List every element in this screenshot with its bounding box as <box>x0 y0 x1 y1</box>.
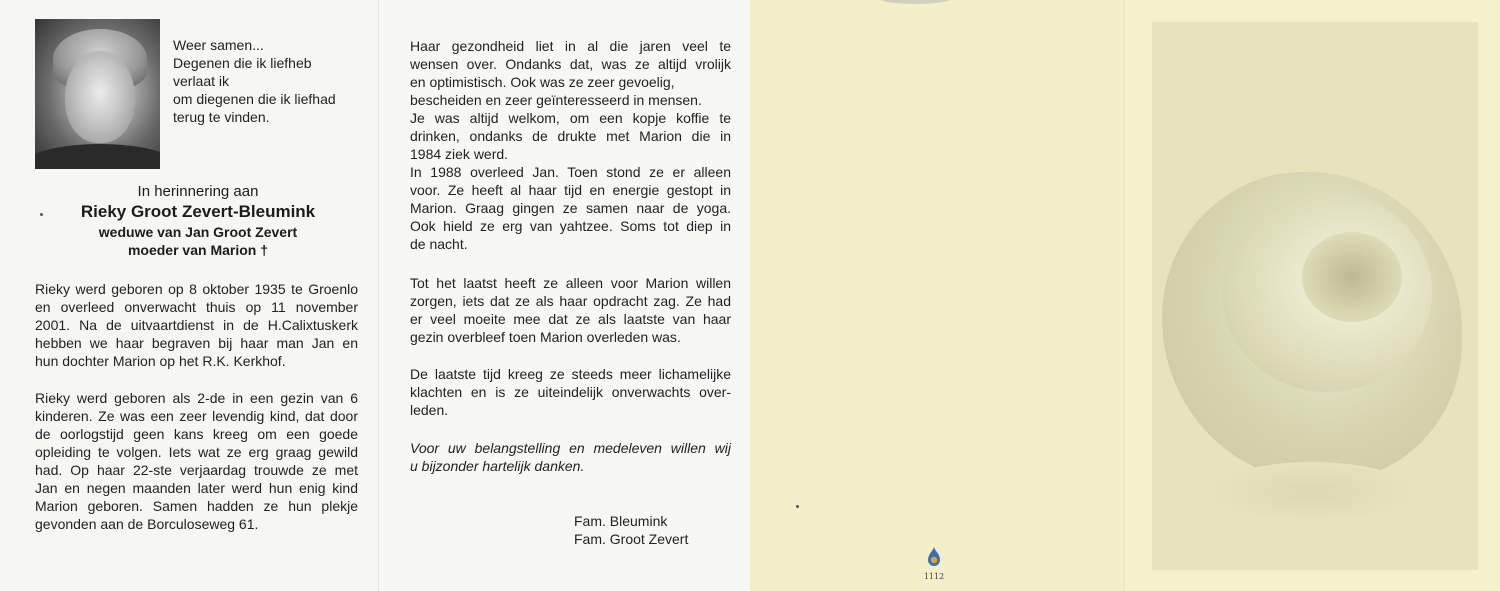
poem-line: Degenen die ik liefheb <box>173 55 312 71</box>
text-line: voor. Ze heeft al haar tijd en energie gestopt in <box>410 182 731 198</box>
biography-paragraph-4 <box>410 274 731 346</box>
text-line: opleiding te volgen. Iets wat ze erg graag gewild <box>35 444 358 460</box>
printer-logo-icon <box>926 546 942 568</box>
text-line: kinderen. Ze was een zeer levendig kind, dat door <box>35 408 358 424</box>
text-line: Haar gezondheid liet in al die jaren veel te <box>410 38 731 54</box>
memorial-intro: In herinnering aan <box>137 183 259 200</box>
printer-code: 1112 <box>923 572 945 581</box>
biography-paragraph-2 <box>35 389 358 533</box>
poem <box>173 36 336 126</box>
portrait-photo <box>35 19 160 169</box>
text-line: De laatste tijd kreeg ze steeds meer lichamelijke <box>410 366 731 382</box>
signature-line: Fam. Groot Zevert <box>574 531 689 547</box>
biography-paragraph-3 <box>410 37 731 253</box>
text-line: 1984 ziek werd. <box>410 146 509 162</box>
text-line: zorgen, iets dat ze als haar opdracht zag. Ze had <box>410 293 731 309</box>
poem-line: verlaat ik <box>173 73 230 89</box>
text-line: Je was altijd welkom, om een kopje koffie te <box>410 110 731 126</box>
mother-of-line: moeder van Marion † <box>127 242 269 258</box>
text-line: en optimistisch. Ook was ze zeer gevoelig, <box>410 74 675 90</box>
text-line: en overleed onverwacht thuis op 11 november <box>35 299 358 315</box>
text-line: Jan en negen maanden later werd hun enig kind <box>35 480 358 496</box>
text-line: Rieky werd geboren als 2-de in een gezin van 6 <box>35 390 358 406</box>
text-line: klachten en is ze uiteindelijk onverwachts over- <box>410 384 731 400</box>
poem-line: Weer samen... <box>173 37 264 53</box>
text-line: de oorlogstijd geen kans kreeg om een goede <box>35 426 358 442</box>
text-line: Marion geboren. Samen hadden ze hun plekje <box>35 498 358 514</box>
text-line: leden. <box>410 402 449 418</box>
widow-of-line: weduwe van Jan Groot Zevert <box>98 224 298 240</box>
text-line: Marion. Graag gingen ze samen naar de yoga. <box>410 200 731 216</box>
deceased-name: Rieky Groot Zevert-Bleumink <box>80 202 316 221</box>
card-back-left <box>750 0 1124 591</box>
text-line: er veel moeite mee dat ze als laatste van haar <box>410 311 731 327</box>
speck <box>796 505 799 508</box>
poem-line: om diegenen die ik liefhad <box>173 91 336 107</box>
text-line: hun dochter Marion op het R.K. Kerkhof. <box>35 353 286 369</box>
text-line: gezin overbleef toen Marion overleden was. <box>410 329 681 345</box>
biography-paragraph-5 <box>410 365 731 419</box>
text-line: In 1988 overleed Jan. Toen stond ze er alleen <box>410 164 731 180</box>
family-signatures <box>574 512 688 548</box>
text-line: Voor uw belangstelling en medeleven willen wij <box>410 440 731 456</box>
text-line: de nacht. <box>410 236 468 252</box>
thanks-message <box>410 439 731 475</box>
text-line: Rieky werd geboren op 8 oktober 1935 te Groenlo <box>35 281 358 297</box>
text-line: hebben we haar begraven bij haar man Jan en <box>35 335 358 351</box>
text-line: Tot het laatst heeft ze alleen voor Marion willen <box>410 275 731 291</box>
text-line: gevonden aan de Borculoseweg 61. <box>35 516 259 532</box>
text-line: u bijzonder hartelijk danken. <box>410 458 585 474</box>
text-line: had. Op haar 22-ste verjaardag trouwde ze met <box>35 462 358 478</box>
text-line: 2001. Na de uitvaartdienst in de H.Calixtuskerk <box>35 317 358 333</box>
signature-line: Fam. Bleumink <box>574 513 668 529</box>
text-line: wensen over. Ondanks dat, was ze altijd vrolijk <box>410 56 731 72</box>
text-line: drinken, ondanks de drukte met Marion die in <box>410 128 731 144</box>
text-line: bescheiden en zeer geïnteresseerd in mensen. <box>410 92 702 108</box>
rose-image <box>1152 22 1478 570</box>
text-line: Ook hield ze erg van yahtzee. Soms tot diep in <box>410 218 731 234</box>
biography-paragraph-1 <box>35 280 358 370</box>
poem-line: terug te vinden. <box>173 109 270 125</box>
